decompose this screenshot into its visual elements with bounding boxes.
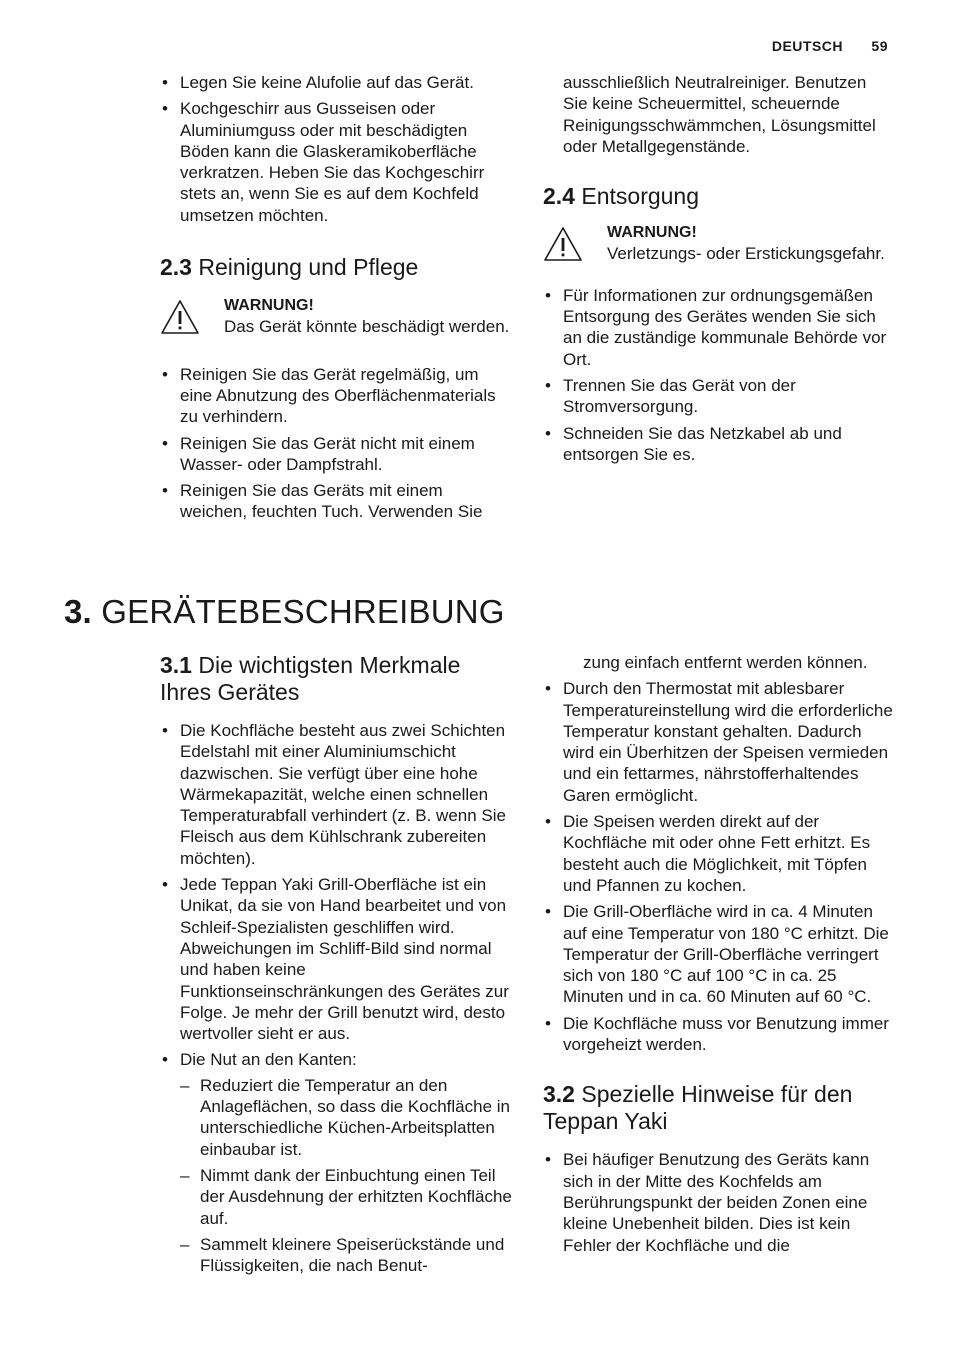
list-item: • Jede Teppan Yaki Grill-Oberfläche ist ein Unikat, da sie von Hand bearbeitet und von Schleif-Spezialisten geschliffen wird. Abweichungen im Schliff-Bild sind normal und haben keine Funktionseinschränkungen des Gerätes zur Folge. Je mehr der Grill benutzt wird, desto wertvoller sieht er aus. (160, 874, 512, 1044)
warning-text: Das Gerät könnte beschädigt werden. (224, 317, 510, 337)
warning-text: Verletzungs- oder Erstickungsgefahr. (607, 244, 885, 264)
sub-list (180, 1075, 512, 1277)
list-item: • Reinigen Sie das Gerät nicht mit einem Wasser- oder Dampfstrahl. (160, 433, 512, 476)
chapter-number: 3. (64, 593, 102, 630)
section-title: Entsorgung (581, 183, 700, 210)
section-heading-2-4 (543, 183, 895, 210)
warning-box (160, 295, 512, 338)
section-heading-3-2 (543, 1081, 883, 1135)
bullet-list (543, 678, 895, 1055)
bullet-list (160, 72, 512, 226)
list-item (160, 1049, 512, 1276)
list-item: • Legen Sie keine Alufolie auf das Gerät. (160, 72, 512, 93)
left-column-top (160, 72, 512, 528)
sub-list-item: – Reduziert die Temperatur an den Anlageflächen, so dass die Kochfläche in unterschiedliche Küchen-Arbeitsplatten einbaubar ist. (180, 1075, 512, 1160)
list-item: • Die Kochfläche muss vor Benutzung immer vorgeheizt werden. (543, 1013, 895, 1056)
chapter-title: GERÄTEBESCHREIBUNG (101, 593, 505, 630)
continuation-text: ausschließlich Neutralreiniger. Benutzen Sie keine Scheuermittel, scheuernde Reinigungsschwämmchen, Lösungsmittel oder Metallgegenstände. (563, 73, 876, 156)
warning-title: WARNUNG! (607, 224, 697, 242)
section-title: Die wichtigsten Merkmale Ihres Gerätes (160, 652, 461, 705)
sub-list-item: – Nimmt dank der Einbuchtung einen Teil der Ausdehnung der erhitzten Kochfläche auf. (180, 1165, 512, 1229)
continuation-text: zung einfach entfernt werden können. (583, 653, 868, 672)
page-number: 59 (871, 38, 888, 54)
list-item: • Die Kochfläche besteht aus zwei Schichten Edelstahl mit einer Aluminiumschicht dazwischen. Sie verfügt über eine hohe Wärmekapazität, welche einen schnellen Temperaturabfall verhindert (z. B. wenn Sie Fleisch aus dem Kühlschrank zubereiten möchten). (160, 720, 512, 869)
list-item: • Die Grill-Oberfläche wird in ca. 4 Minuten auf eine Temperatur von 180 °C erhitzt. Die Temperatur der Grill-Oberfläche verringert sich von 180 °C auf 100 °C in ca. 25 Minuten und in ca. 60 Minuten auf 60 °C. (543, 901, 895, 1007)
list-item: • Bei häufiger Benutzung des Geräts kann sich in der Mitte des Kochfelds am Berührungspunkt der beiden Zonen eine kleine Unebenheit bilden. Dies ist kein Fehler der Kochfläche und die (543, 1149, 895, 1255)
section-number: 2.4 (543, 183, 582, 210)
page-header (772, 38, 888, 54)
chapter-heading (64, 592, 505, 632)
list-item: • Trennen Sie das Gerät von der Stromversorgung. (543, 375, 895, 418)
list-item: • Reinigen Sie das Geräts mit einem weichen, feuchten Tuch. Verwenden Sie (160, 480, 512, 523)
list-item: • Durch den Thermostat mit ablesbarer Temperatureinstellung wird die erforderliche Temperatur konstant gehalten. Dadurch wird ein Überhitzen der Speisen vermieden und ein fettarmes, nährstofferhaltendes Garen ermöglicht. (543, 678, 895, 806)
section-heading-2-3 (160, 254, 512, 281)
section-number: 3.1 (160, 652, 199, 678)
right-column-top (543, 72, 895, 470)
left-column-bottom (160, 652, 512, 1281)
list-item: • Reinigen Sie das Gerät regelmäßig, um eine Abnutzung des Oberflächenmaterials zu verhindern. (160, 364, 512, 428)
warning-box (543, 222, 895, 265)
language-label: DEUTSCH (771, 38, 844, 54)
right-column-bottom (543, 652, 895, 1261)
section-title: Reinigung und Pflege (198, 254, 419, 281)
list-item: • Schneiden Sie das Netzkabel ab und entsorgen Sie es. (543, 423, 895, 466)
list-item: • Die Speisen werden direkt auf der Kochfläche mit oder ohne Fett erhitzt. Es besteht auch die Möglichkeit, mit Töpfen und Pfannen zu kochen. (543, 811, 895, 896)
warning-triangle-icon (543, 226, 583, 262)
bullet-list (543, 1149, 895, 1255)
warning-title: WARNUNG! (224, 297, 314, 315)
bullet-list (160, 720, 512, 1276)
list-item-text: Die Nut an den Kanten: (180, 1050, 357, 1070)
warning-triangle-icon (160, 299, 200, 335)
section-number: 2.3 (160, 254, 199, 281)
sub-list-item: – Sammelt kleinere Speiserückstände und Flüssigkeiten, die nach Benut- (180, 1234, 512, 1277)
section-heading-3-1 (160, 652, 490, 706)
section-title: Spezielle Hinweise für den Teppan Yaki (543, 1081, 853, 1135)
bullet-list (543, 285, 895, 465)
list-item: • Kochgeschirr aus Gusseisen oder Aluminiumguss oder mit beschädigten Böden kann die Glaskeramikoberfläche verkratzen. Heben Sie das Kochgeschirr stets an, wenn Sie es auf dem Kochfeld umsetzen möchten. (160, 98, 512, 226)
list-item: • Für Informationen zur ordnungsgemäßen Entsorgung des Gerätes wenden Sie sich an die zuständige kommunale Behörde vor Ort. (543, 285, 895, 370)
bullet-list (160, 364, 512, 523)
section-number: 3.2 (543, 1081, 582, 1108)
